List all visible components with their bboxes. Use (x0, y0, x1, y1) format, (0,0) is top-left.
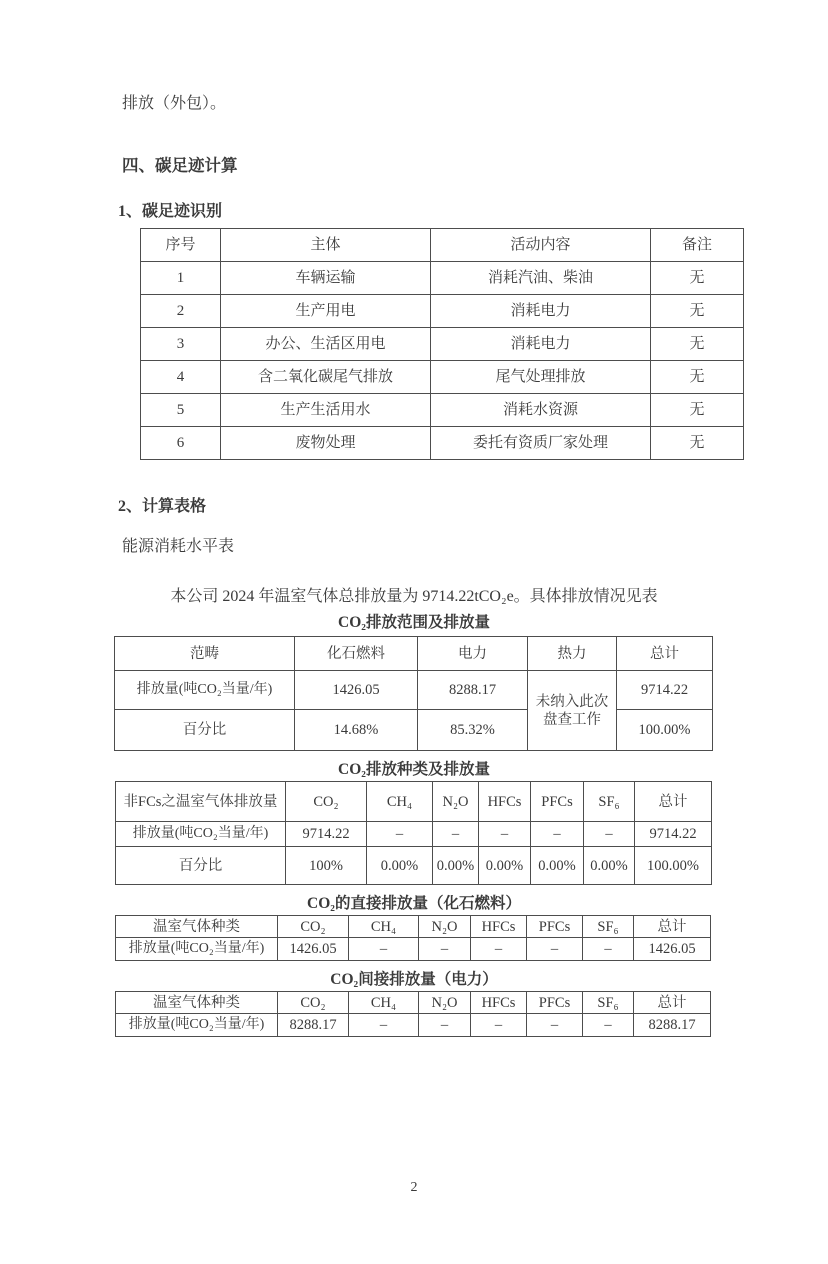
cell-total-percent: 100.00% (617, 710, 713, 751)
cell: – (531, 822, 584, 847)
cell-heat-note: 未纳入此次盘查工作 (528, 671, 617, 751)
cell-activity: 消耗电力 (431, 328, 651, 361)
cell: – (479, 822, 531, 847)
cell: – (419, 938, 471, 961)
cell: 0.00% (479, 847, 531, 885)
row-label: 排放量(吨CO₂当量/年) (115, 671, 295, 710)
cell: 1426.05 (278, 938, 349, 961)
cell: – (367, 822, 433, 847)
cell-electricity-emission: 8288.17 (418, 671, 528, 710)
cell: – (584, 822, 635, 847)
indirect-header-row (116, 992, 711, 1014)
subsection-2-heading: 2、计算表格 (118, 498, 207, 516)
energy-table-note: 能源消耗水平表 (122, 538, 235, 556)
cell: – (527, 1014, 583, 1037)
cell: 1426.05 (634, 938, 711, 961)
column-header: PFCs (527, 916, 583, 938)
cell: – (583, 938, 634, 961)
species-emission-row (116, 822, 712, 847)
cell-remark: 无 (651, 361, 744, 394)
cell: 0.00% (531, 847, 584, 885)
column-header: SF₆ (584, 782, 635, 822)
cell-subject: 车辆运输 (221, 262, 431, 295)
direct-table (115, 915, 711, 961)
column-header: 总计 (634, 992, 711, 1014)
cell: 100.00% (635, 847, 712, 885)
table-row (141, 394, 744, 427)
scope-table (114, 636, 713, 751)
subsection-1-heading: 1、碳足迹识别 (118, 203, 223, 221)
row-label: 百分比 (115, 710, 295, 751)
page-number: 2 (410, 1180, 418, 1195)
column-header: 电力 (418, 637, 528, 671)
scope-percent-row (115, 710, 713, 751)
row-label: 排放量(吨CO₂当量/年) (116, 938, 278, 961)
column-header: CH₄ (367, 782, 433, 822)
cell: 0.00% (584, 847, 635, 885)
column-header: CH₄ (349, 916, 419, 938)
column-header: 温室气体种类 (116, 992, 278, 1014)
row-label: 排放量(吨CO₂当量/年) (116, 822, 286, 847)
cell: – (349, 938, 419, 961)
cell-seq: 6 (141, 427, 221, 460)
cell: 100% (286, 847, 367, 885)
column-header: HFCs (471, 992, 527, 1014)
cell-activity: 消耗水资源 (431, 394, 651, 427)
row-label: 排放量(吨CO₂当量/年) (116, 1014, 278, 1037)
column-header: SF₆ (583, 992, 634, 1014)
carryover-paragraph: 排放（外包）。 (122, 95, 227, 112)
cell-activity: 尾气处理排放 (431, 361, 651, 394)
cell-remark: 无 (651, 295, 744, 328)
column-header: PFCs (527, 992, 583, 1014)
scope-table-title: CO₂排放范围及排放量 (338, 614, 490, 632)
table-row (141, 361, 744, 394)
column-header: 非FCs之温室气体排放量 (116, 782, 286, 822)
section-heading: 四、碳足迹计算 (122, 156, 238, 176)
column-header: HFCs (471, 916, 527, 938)
column-header: CO₂ (278, 916, 349, 938)
column-header: N₂O (419, 992, 471, 1014)
column-header: CH₄ (349, 992, 419, 1014)
cell: – (471, 938, 527, 961)
column-header: CO₂ (286, 782, 367, 822)
summary-paragraph: 本公司 2024 年温室气体总排放量为 9714.22tCO₂e。具体排放情况见表 (170, 588, 658, 606)
cell: 0.00% (433, 847, 479, 885)
column-header: 总计 (617, 637, 713, 671)
indirect-table (115, 991, 711, 1037)
column-header: 总计 (634, 916, 711, 938)
species-percent-row (116, 847, 712, 885)
cell: – (583, 1014, 634, 1037)
cell-activity: 消耗汽油、柴油 (431, 262, 651, 295)
identification-table (140, 228, 744, 460)
cell: – (433, 822, 479, 847)
cell-subject: 办公、生活区用电 (221, 328, 431, 361)
column-header: PFCs (531, 782, 584, 822)
cell-seq: 1 (141, 262, 221, 295)
cell-subject: 废物处理 (221, 427, 431, 460)
cell-fossil-percent: 14.68% (295, 710, 418, 751)
cell-seq: 5 (141, 394, 221, 427)
table-row (141, 427, 744, 460)
cell-subject: 含二氧化碳尾气排放 (221, 361, 431, 394)
cell: – (471, 1014, 527, 1037)
cell-total-emission: 9714.22 (617, 671, 713, 710)
cell-fossil-emission: 1426.05 (295, 671, 418, 710)
direct-table-title: CO₂的直接排放量（化石燃料） (307, 895, 521, 913)
direct-header-row (116, 916, 711, 938)
column-header: HFCs (479, 782, 531, 822)
table-row (141, 328, 744, 361)
identification-header-row (141, 229, 744, 262)
table-row (141, 262, 744, 295)
document-page (0, 94, 828, 1264)
indirect-emission-row (116, 1014, 711, 1037)
cell-subject: 生产生活用水 (221, 394, 431, 427)
cell-remark: 无 (651, 262, 744, 295)
cell-remark: 无 (651, 427, 744, 460)
species-table-title: CO₂排放种类及排放量 (338, 761, 490, 779)
cell-remark: 无 (651, 394, 744, 427)
column-header: CO₂ (278, 992, 349, 1014)
cell: 9714.22 (286, 822, 367, 847)
column-header: 化石燃料 (295, 637, 418, 671)
scope-header-row (115, 637, 713, 671)
cell-seq: 4 (141, 361, 221, 394)
column-header: 温室气体种类 (116, 916, 278, 938)
cell: 8288.17 (634, 1014, 711, 1037)
column-header: 范畴 (115, 637, 295, 671)
scope-emission-row (115, 671, 713, 710)
column-header: 热力 (528, 637, 617, 671)
cell: – (419, 1014, 471, 1037)
column-header: 总计 (635, 782, 712, 822)
cell-activity: 委托有资质厂家处理 (431, 427, 651, 460)
cell-seq: 3 (141, 328, 221, 361)
cell-subject: 生产用电 (221, 295, 431, 328)
cell: 9714.22 (635, 822, 712, 847)
row-label: 百分比 (116, 847, 286, 885)
cell-seq: 2 (141, 295, 221, 328)
table-row (141, 295, 744, 328)
column-header: 主体 (221, 229, 431, 262)
column-header: N₂O (419, 916, 471, 938)
cell: 0.00% (367, 847, 433, 885)
column-header: 活动内容 (431, 229, 651, 262)
column-header: 备注 (651, 229, 744, 262)
cell-remark: 无 (651, 328, 744, 361)
column-header: 序号 (141, 229, 221, 262)
column-header: SF₆ (583, 916, 634, 938)
cell: 8288.17 (278, 1014, 349, 1037)
cell-activity: 消耗电力 (431, 295, 651, 328)
indirect-table-title: CO₂间接排放量（电力） (330, 971, 498, 989)
cell: – (527, 938, 583, 961)
column-header: N₂O (433, 782, 479, 822)
species-table (115, 781, 712, 885)
cell-electricity-percent: 85.32% (418, 710, 528, 751)
direct-emission-row (116, 938, 711, 961)
species-header-row (116, 782, 712, 822)
cell: – (349, 1014, 419, 1037)
